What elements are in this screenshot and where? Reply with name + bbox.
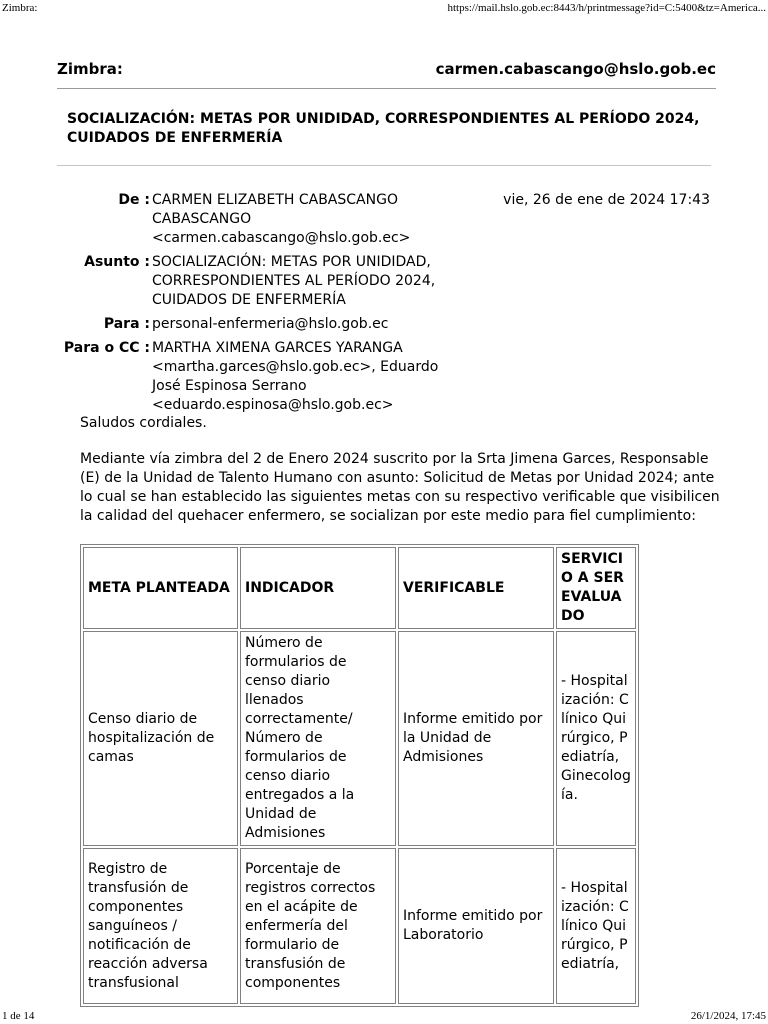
user-email: carmen.cabascango@hslo.gob.ec <box>435 60 716 78</box>
table-cell: Número de formularios de censo diario llenados correctamente/ Número de formularios de censo diario entregados a la Unidad de Admisiones <box>240 631 396 846</box>
message-subject-heading: SOCIALIZACIÓN: METAS POR UNIDIDAD, CORRESPONDIENTES AL PERÍODO 2024, CUIDADOS DE ENFERMERÍA <box>67 111 700 146</box>
subject-value: SOCIALIZACIÓN: METAS POR UNIDIDAD, CORRESPONDIENTES AL PERÍODO 2024, CUIDADOS DE ENFERMERÍA <box>152 254 436 308</box>
app-name: Zimbra: <box>57 60 123 78</box>
from-row <box>60 191 710 248</box>
table-cell: Censo diario de hospitalización de camas <box>83 631 238 846</box>
table-cell: Informe emitido por la Unidad de Admisiones <box>398 631 554 846</box>
to-row <box>60 315 710 334</box>
table-cell: Informe emitido por Laboratorio <box>398 848 554 1004</box>
table-cell: - Hospitalización: Clínico Quirúrgico, Pediatría, <box>556 848 636 1004</box>
table-row <box>83 848 636 1004</box>
print-header-title: Zimbra: <box>2 2 38 14</box>
to-label: Para : <box>103 316 150 332</box>
table-header-row <box>83 547 636 629</box>
column-header: SERVICIO A SER EVALUADO <box>556 547 636 629</box>
column-header: INDICADOR <box>240 547 396 629</box>
sender-name: CARMEN ELIZABETH CABASCANGO CABASCANGO <box>152 192 398 227</box>
greeting: Saludos cordiales. <box>80 415 207 431</box>
subject-label: Asunto : <box>84 254 150 270</box>
print-timestamp: 26/1/2024, 17:45 <box>690 1010 766 1022</box>
message-headers <box>60 191 710 420</box>
cc-label: Para o CC : <box>63 340 150 356</box>
sender-email: <carmen.cabascango@hslo.gob.ec> <box>152 230 411 246</box>
table-cell: Porcentaje de registros correctos en el acápite de enfermería del formulario de transfusión de componentes <box>240 848 396 1004</box>
message-body <box>80 414 720 543</box>
cc-value: MARTHA XIMENA GARCES YARANGA <martha.garces@hslo.gob.ec>, Eduardo José Espinosa Serrano <eduardo.espinosa@hslo.gob.ec> <box>152 340 439 413</box>
app-bar <box>57 60 716 89</box>
goals-table <box>80 544 639 1007</box>
column-header: META PLANTEADA <box>83 547 238 629</box>
page-number: 1 de 14 <box>2 1010 35 1022</box>
subject-row <box>60 253 710 310</box>
table-cell: - Hospitalización: Clínico Quirúrgico, Pediatría, Ginecología. <box>556 631 636 846</box>
print-header-url: https://mail.hslo.gob.ec:8443/h/printmessage?id=C:5400&tz=America... <box>447 2 766 14</box>
message-date: vie, 26 de ene de 2024 17:43 <box>503 192 710 208</box>
body-paragraph: Mediante vía zimbra del 2 de Enero 2024 suscrito por la Srta Jimena Garces, Responsable (E) de la Unidad de Talento Humano con asunto: Solicitud de Metas por Unidad 2024; ante lo cual se han establecido las siguientes metas con su respectivo verificable que visibilicen la calidad del quehacer enfermero, se socializan por este medio para fiel cumplimiento: <box>80 451 720 524</box>
sender <box>152 191 497 248</box>
cc-row <box>60 339 710 415</box>
from-value <box>150 191 710 248</box>
to-value: personal-enfermeria@hslo.gob.ec <box>152 316 389 332</box>
table-cell: Registro de transfusión de componentes sanguíneos / notificación de reacción adversa transfusional <box>83 848 238 1004</box>
table-row <box>83 631 636 846</box>
column-header: VERIFICABLE <box>398 547 554 629</box>
divider <box>57 165 711 166</box>
from-label: De : <box>118 192 150 208</box>
